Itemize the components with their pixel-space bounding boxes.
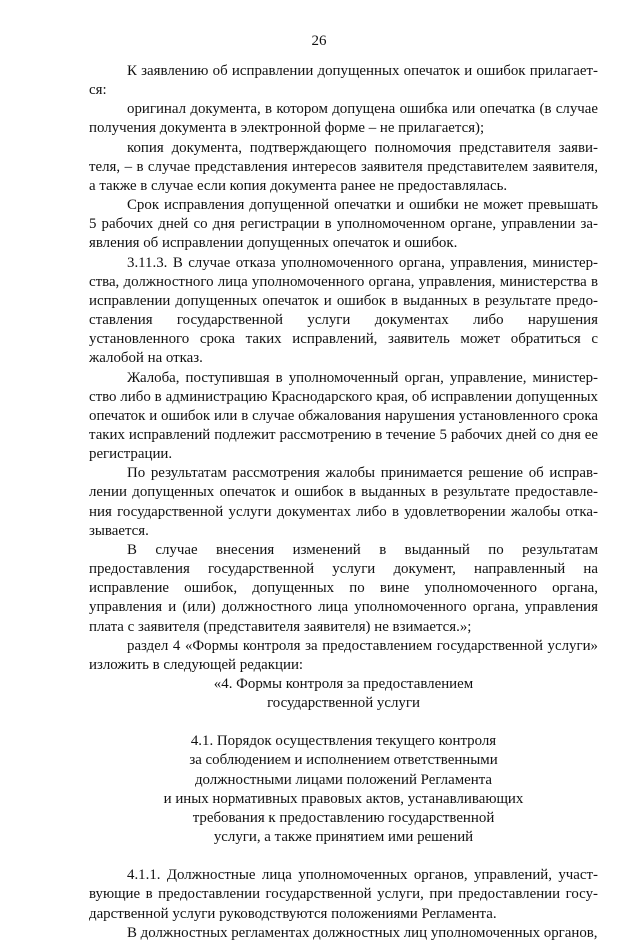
paragraph-3-11-3: 3.11.3. В случае отказа уполномоченного органа, управления, министерства, должностного лица уполномоченного органа, управления, министерства в исправлении допущенных опечаток и ошибок в выданных в результате предоставления государственной услуги документах либо нарушения установленного срока таких исправлений, заявитель может обратиться с жалобой на отказ. (89, 254, 598, 367)
paragraph-4-1-1: 4.1.1. Должностные лица уполномоченных органов, управлений, участвующие в предоставлении государственной услуги, при предоставлении государственной услуги руководствуются положениями Регламента. (89, 867, 598, 922)
paragraph-job-regulations: В должностных регламентах должностных лиц уполномоченных органов, (127, 924, 598, 941)
spacer (89, 847, 598, 866)
section-title-line-1: «4. Формы контроля за предоставлением (213, 676, 474, 692)
paragraph-complaint-decision: По результатам рассмотрения жалобы принимается решение об исправлении допущенных опечаток и ошибок в выданных в результате предоставления государственной услуги документах либо в удовлетворении жалобы отказывается. (89, 465, 598, 539)
paragraph-correction-deadline: Срок исправления допущенной опечатки и ошибки не может превышать 5 рабочих дней со дня регистрации в уполномоченном органе, управлении заявления об исправлении допущенных опечаток и ошибок. (89, 197, 598, 252)
paragraph-power-of-attorney-copy: копия документа, подтверждающего полномочия представителя заявителя, – в случае представления интересов заявителя представителем заявителя, а также в случае если копия документа ранее не предоставлялась. (89, 139, 598, 194)
section-title (89, 675, 598, 713)
document-body (89, 62, 598, 943)
page-number: 26 (311, 33, 327, 49)
paragraph-no-fee: В случае внесения изменений в выданный по результатам предоставления государственной услуги документ, направленный на исправление ошибок, допущенных по вине уполномоченного органа, управления и (или) должностного лица уполномоченного органа, управления плата с заявителя (представителя заявителя) не взимается.»; (89, 541, 598, 635)
paragraph-section-4-amendment: раздел 4 «Формы контроля за предоставлением государственной услуги» изложить в следующей редакции: (89, 637, 598, 673)
paragraph-original-document: оригинал документа, в котором допущена ошибка или опечатка (в случае получения документа в электронной форме – не прилагается); (89, 101, 598, 137)
spacer (89, 713, 598, 732)
subsection-heading-line-6: услуги, а также принятием ими решений (213, 829, 474, 846)
subsection-heading (89, 732, 598, 847)
section-title-line-2: государственной услуги (267, 695, 420, 712)
subsection-heading-line-3: должностными лицами положений Регламента (194, 771, 493, 788)
paragraph-attachments-intro: К заявлению об исправлении допущенных опечаток и ошибок прилагается: (89, 63, 598, 99)
subsection-heading-line-4: и иных нормативных правовых актов, устанавливающих (163, 790, 524, 807)
paragraph-complaint: Жалоба, поступившая в уполномоченный орган, управление, министерство либо в администрацию Краснодарского края, об исправлении допущенных опечаток и ошибок или в случае обжалования нарушения установленного срока таких исправлений подлежит рассмотрению в течение 5 рабочих дней со дня ее регистрации. (89, 369, 598, 463)
subsection-heading-line-1: 4.1. Порядок осуществления текущего контроля (190, 733, 497, 750)
subsection-heading-line-5: требования к предоставлению государственной (192, 809, 495, 826)
subsection-heading-line-2: за соблюдением и исполнением ответственными (189, 752, 498, 769)
